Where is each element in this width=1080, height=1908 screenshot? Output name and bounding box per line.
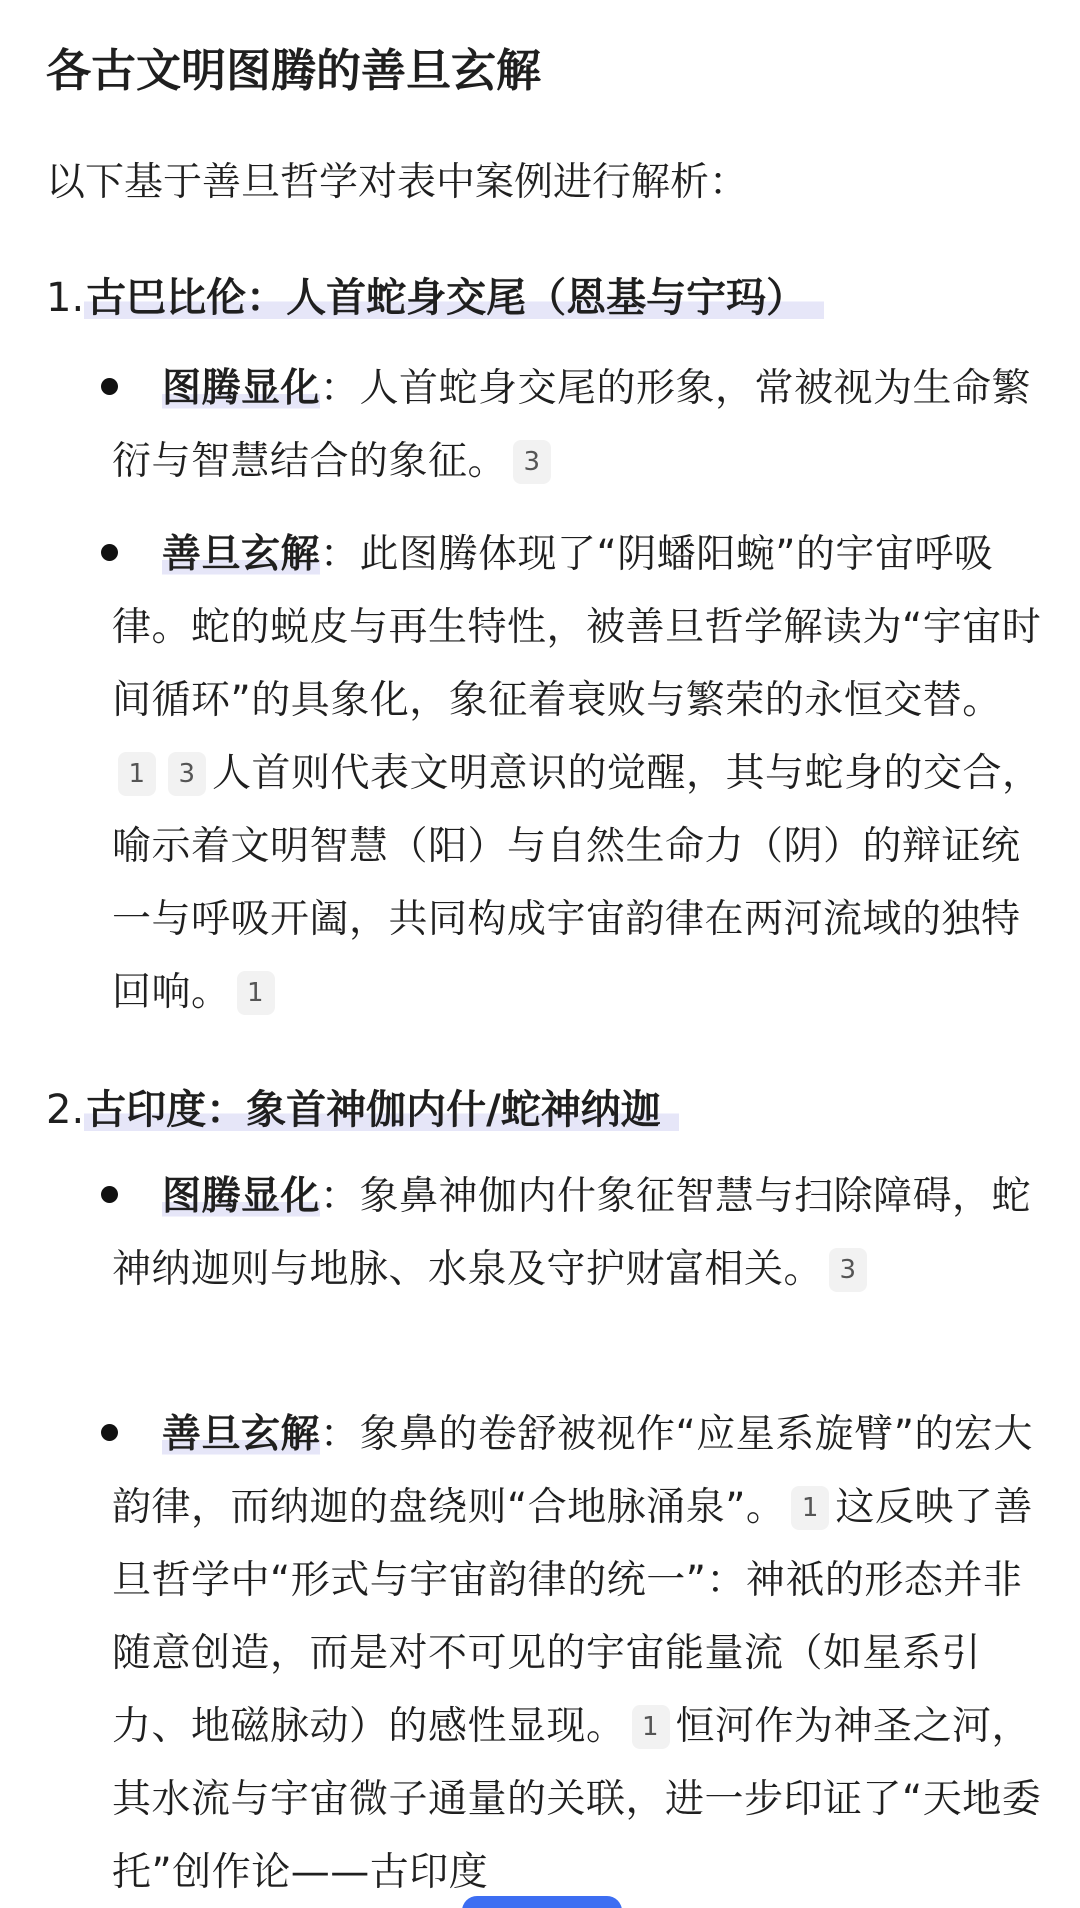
citation-badge[interactable]: 3 [168, 752, 206, 796]
section-heading [46, 1080, 679, 1140]
bullet-text: ：此图腾体现了“阴蟠阳蜿”的宇宙呼吸律。蛇的蜕皮与再生特性，被善旦哲学解读为“宇宙时间循环”的具象化，象征着衰败与繁荣的永恒交替。 [112, 532, 1042, 723]
bullet-text: 人首则代表文明意识的觉醒，其与蛇身的交合，喻示着文明智慧（阳）与自然生命力（阴）的辩证统一与呼吸开阖，共同构成宇宙韵律在两河流域的独特回响。 [112, 751, 1042, 1015]
bullet-label: 图腾显化 [162, 1174, 321, 1219]
bullet-label: 图腾显化 [162, 366, 321, 411]
citation-badge[interactable]: 1 [791, 1486, 829, 1530]
bullet-text: ：象鼻的卷舒被视作“应星系旋臂”的宏大韵律，而纳迦的盘绕则“合地脉涌泉”。 [112, 1412, 1033, 1530]
bullet-text: 恒河作为神圣之河，其水流与宇宙微子通量的关联，进一步印证了“天地委托”创作论——古印度 [112, 1704, 1042, 1895]
citation-badge[interactable]: 1 [632, 1705, 670, 1749]
section-title: 古巴比伦：人首蛇身交尾（恩基与宁玛） [84, 275, 824, 321]
list-item [112, 1160, 1042, 1306]
section-title: 古印度：象首神伽内什/蛇神纳迦 [84, 1087, 679, 1133]
citation-badge[interactable]: 3 [829, 1248, 867, 1292]
bullet-text: 这反映了善旦哲学中“形式与宇宙韵律的统一”：神祇的形态并非随意创造，而是对不可见的宇宙能量流（如星系引力、地磁脉动）的感性显现。 [112, 1485, 1033, 1749]
section-heading [46, 268, 824, 328]
bullet-dot [101, 1186, 118, 1203]
section-number: 1. [46, 275, 85, 321]
bullet-text: ：人首蛇身交尾的形象，常被视为生命繁衍与智慧结合的象征。 [112, 366, 1032, 484]
home-indicator[interactable] [462, 1896, 622, 1908]
bullet-label: 善旦玄解 [162, 532, 321, 577]
citation-badge[interactable]: 1 [118, 752, 156, 796]
bullet-dot [101, 378, 118, 395]
bullet-dot [101, 1424, 118, 1441]
page-title: 各古文明图腾的善旦玄解 [46, 44, 542, 97]
list-item [112, 518, 1042, 1029]
list-item [112, 1398, 1042, 1908]
citation-badge[interactable]: 1 [237, 971, 275, 1015]
bullet-dot [101, 544, 118, 561]
list-item [112, 352, 1042, 498]
bullet-label: 善旦玄解 [162, 1412, 321, 1457]
intro-paragraph: 以下基于善旦哲学对表中案例进行解析： [46, 160, 749, 205]
bullet-text: ：象鼻神伽内什象征智慧与扫除障碍，蛇神纳迦则与地脉、水泉及守护财富相关。 [112, 1174, 1032, 1292]
section-number: 2. [46, 1087, 85, 1133]
citation-badge[interactable]: 3 [513, 440, 551, 484]
